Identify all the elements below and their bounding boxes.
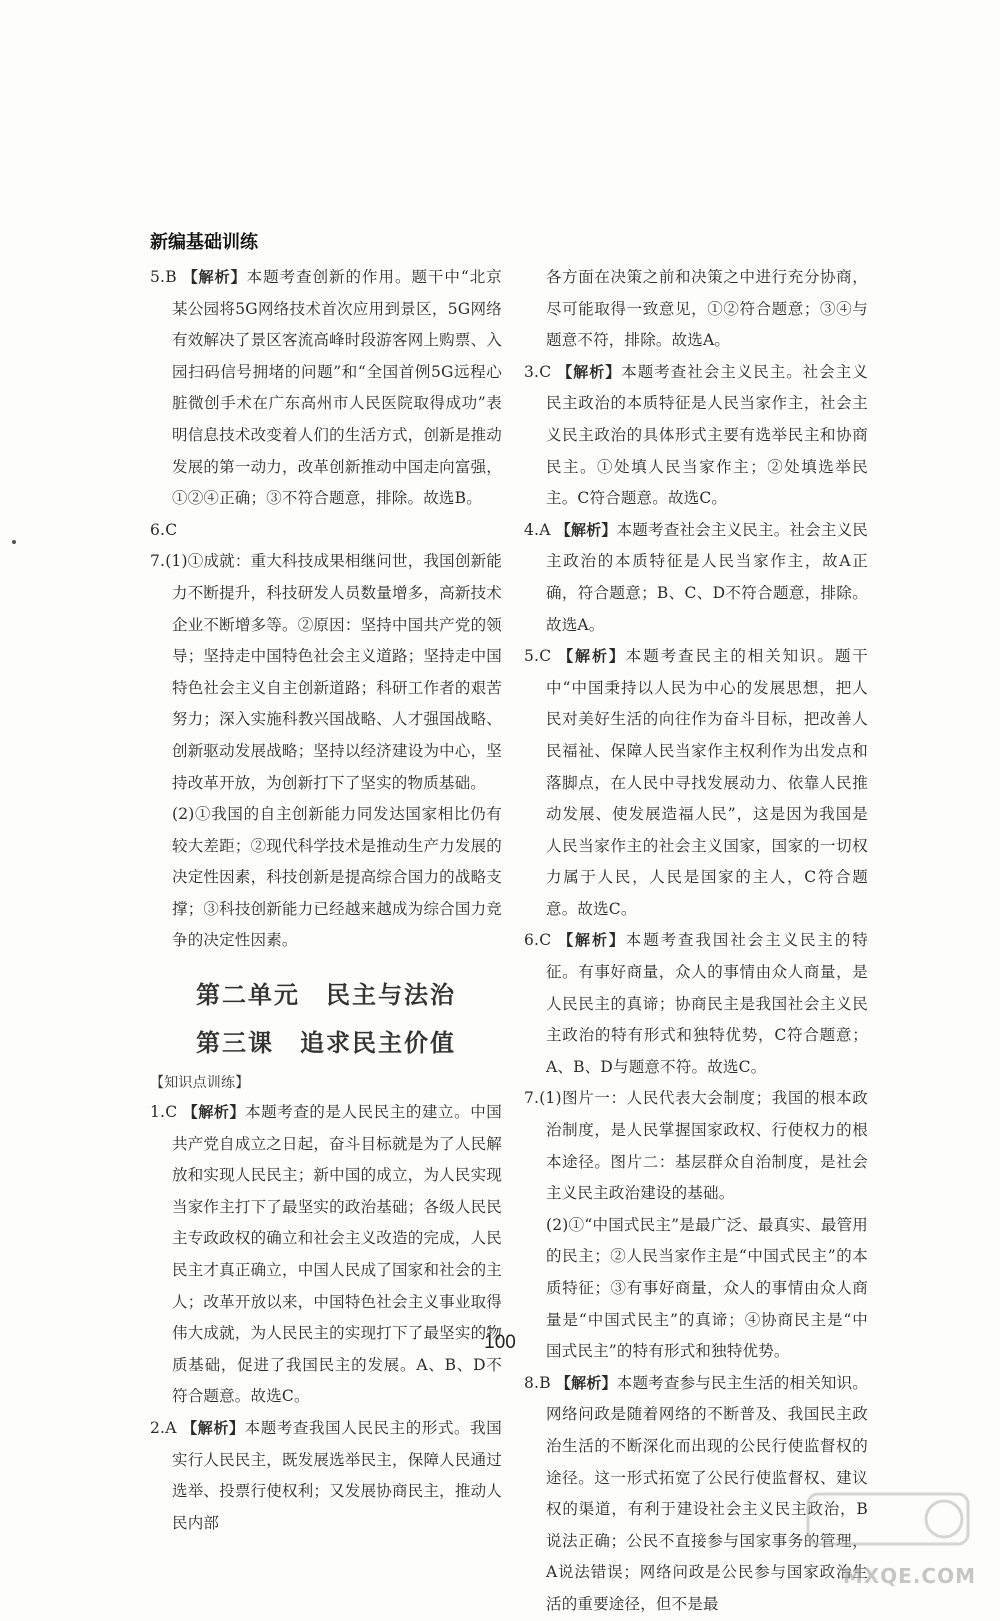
answer-text: 本题考查社会主义民主。社会主义民主政治的本质特征是人民当家作主，社会主义民主政治的具体形式主要有选举民主和协商民主。①处填人民当家作主；②处填选举民主。C符合题意。故选C。 bbox=[546, 362, 868, 508]
answer-text: 本题考查我国人民民主的形式。我国实行人民民主，既发展选举民主，保障人民通过选举、投票行使权利；又发展协商民主，推动人民内部 bbox=[172, 1419, 502, 1532]
answer-item bbox=[524, 515, 868, 641]
book-header: 新编基础训练 bbox=[150, 232, 258, 253]
watermark-text: MXQE.COM bbox=[842, 1564, 976, 1588]
answer-text: 本题考查社会主义民主。社会主义民主政治的本质特征是人民当家作主，故A正确，符合题意；B、C、D不符合题意，排除。故选A。 bbox=[546, 520, 868, 634]
answer-item: 7.(1)图片一：人民代表大会制度；我国的根本政治制度，是人民掌握国家政权、行使权力的根本途径。图片二：基层群众自治制度，是社会主义民主政治建设的基础。 bbox=[524, 1089, 868, 1203]
answer-number: 6.C bbox=[150, 520, 178, 539]
answer-item bbox=[150, 515, 502, 547]
analysis-tag: 【解析】 bbox=[557, 362, 622, 381]
answer-item bbox=[524, 641, 868, 925]
answer-number: 3.C bbox=[524, 362, 552, 381]
answer-item: 7.(1)①成就：重大科技成果相继问世，我国创新能力不断提升，科技研发人员数量增多，高新技术企业不断增多等。②原因：坚持中国共产党的领导；坚持走中国特色社会主义道路；坚持走中国特色社会主义自主创新道路；科研工作者的艰苦努力；深入实施科教兴国战略、人才强国战略、创新驱动发展战略；坚持以经济建设为中心，坚持改革开放，为创新打下了坚实的物质基础。 bbox=[150, 552, 502, 792]
answer-subpart: (2)①我国的自主创新能力同发达国家相比仍有较大差距；②现代科学技术是推动生产力发展的决定性因素，科技创新是提高综合国力的战略支撑；③科技创新能力已经越来越成为综合国力竞争的决定性因素。 bbox=[172, 805, 502, 950]
answer-subpart: (2)①“中国式民主”是最广泛、最真实、最管用的民主；②人民当家作主是“中国式民主”的本质特征；③有事好商量，众人的事情由众人商量是“中国式民主”的真谛；④协商民主是“中国式民主”的特有形式和独特优势。 bbox=[546, 1215, 868, 1361]
answer-item bbox=[150, 262, 502, 515]
analysis-tag: 【解析】 bbox=[555, 1373, 617, 1392]
lesson-title: 第三课 追求民主价值 bbox=[196, 1028, 456, 1058]
watermark-logo bbox=[806, 1488, 976, 1588]
unit-title: 第二单元 民主与法治 bbox=[196, 980, 456, 1010]
answer-number: 6.C bbox=[524, 931, 552, 950]
answer-item bbox=[150, 1097, 502, 1413]
analysis-tag: 【解析】 bbox=[182, 1419, 245, 1437]
analysis-tag: 【解析】 bbox=[555, 520, 617, 539]
answer-item bbox=[524, 925, 868, 1083]
answer-number: 5.C bbox=[524, 647, 552, 666]
answer-item bbox=[524, 357, 868, 515]
answer-number: 2.A bbox=[150, 1419, 177, 1437]
analysis-tag: 【解析】 bbox=[182, 268, 247, 286]
answer-number: 8.B bbox=[524, 1373, 551, 1392]
analysis-tag: 【解析】 bbox=[182, 1103, 246, 1122]
answer-continuation: 各方面在决策之前和决策之中进行充分协商，尽可能取得一致意见，①②符合题意；③④与题意不符，排除。故选A。 bbox=[546, 268, 868, 350]
analysis-tag: 【解析】 bbox=[558, 931, 626, 950]
right-column bbox=[524, 262, 868, 1621]
answer-text: 本题考查创新的作用。题干中“北京某公园将5G网络技术首次应用到景区，5G网络有效解决了景区客流高峰时段游客网上购票、入园扫码信号拥堵的问题”和“全国首例5G远程心脏微创手术在广东高州市人民医院取得成功”表明信息技术改变着人们的生活方式，创新是推动发展的第一动力，改革创新推动中国走向富强，①②④正确；③不符合题意，排除。故选B。 bbox=[172, 268, 502, 508]
answer-number: 4.A bbox=[524, 520, 551, 539]
answer-text: 本题考查我国社会主义民主的特征。有事好商量，众人的事情由众人商量，是人民民主的真谛；协商民主是我国社会主义民主政治的特有形式和独特优势，C符合题意；A、B、D与题意不符。故选C。 bbox=[546, 931, 868, 1076]
answer-text: 本题考查民主的相关知识。题干中“中国秉持以人民为中心的发展思想，把人民对美好生活的向往作为奋斗目标，把改善人民福祉、保障人民当家作主权利作为出发点和落脚点，在人民中寻找发展动力、依靠人民推动发展、使发展造福人民”，这是因为我国是人民当家作主的社会主义国家，国家的一切权力属于人民，人民是国家的主人，C符合题意。故选C。 bbox=[546, 647, 868, 918]
answer-item bbox=[150, 1413, 502, 1539]
answer-text: 本题考查参与民主生活的相关知识。网络问政是随着网络的不断普及、我国民主政治生活的不断深化而出现的公民行使监督权的途径。这一形式拓宽了公民行使监督权、建议权的渠道，有利于建设社会主义民主政治，B说法正确；公民不直接参与国家事务的管理，A说法错误；网络问政是公民参与国家政治生活的重要途径，但不是最 bbox=[546, 1373, 868, 1613]
answer-number: 5.B bbox=[150, 268, 177, 286]
analysis-tag: 【解析】 bbox=[558, 647, 626, 666]
answer-text: 本题考查的是人民民主的建立。中国共产党自成立之日起，奋斗目标就是为了人民解放和实现人民民主；新中国的成立，为人民实现当家作主打下了最坚实的政治基础；各级人民民主专政政权的确立和社会主义改造的完成，人民民主才真正确立，中国人民成了国家和社会的主人；改革开放以来，中国特色社会主义事业取得伟大成就，为人民民主的实现打下了最坚实的物质基础，促进了我国民主的发展。A、B、D不符合题意。故选C。 bbox=[172, 1103, 502, 1406]
answer-number: 1.C bbox=[150, 1103, 178, 1122]
margin-dot bbox=[12, 540, 16, 544]
section-tag: 【知识点训练】 bbox=[150, 1075, 250, 1092]
page-number: 100 bbox=[484, 1332, 516, 1353]
watermark-logo-icon bbox=[806, 1488, 976, 1558]
